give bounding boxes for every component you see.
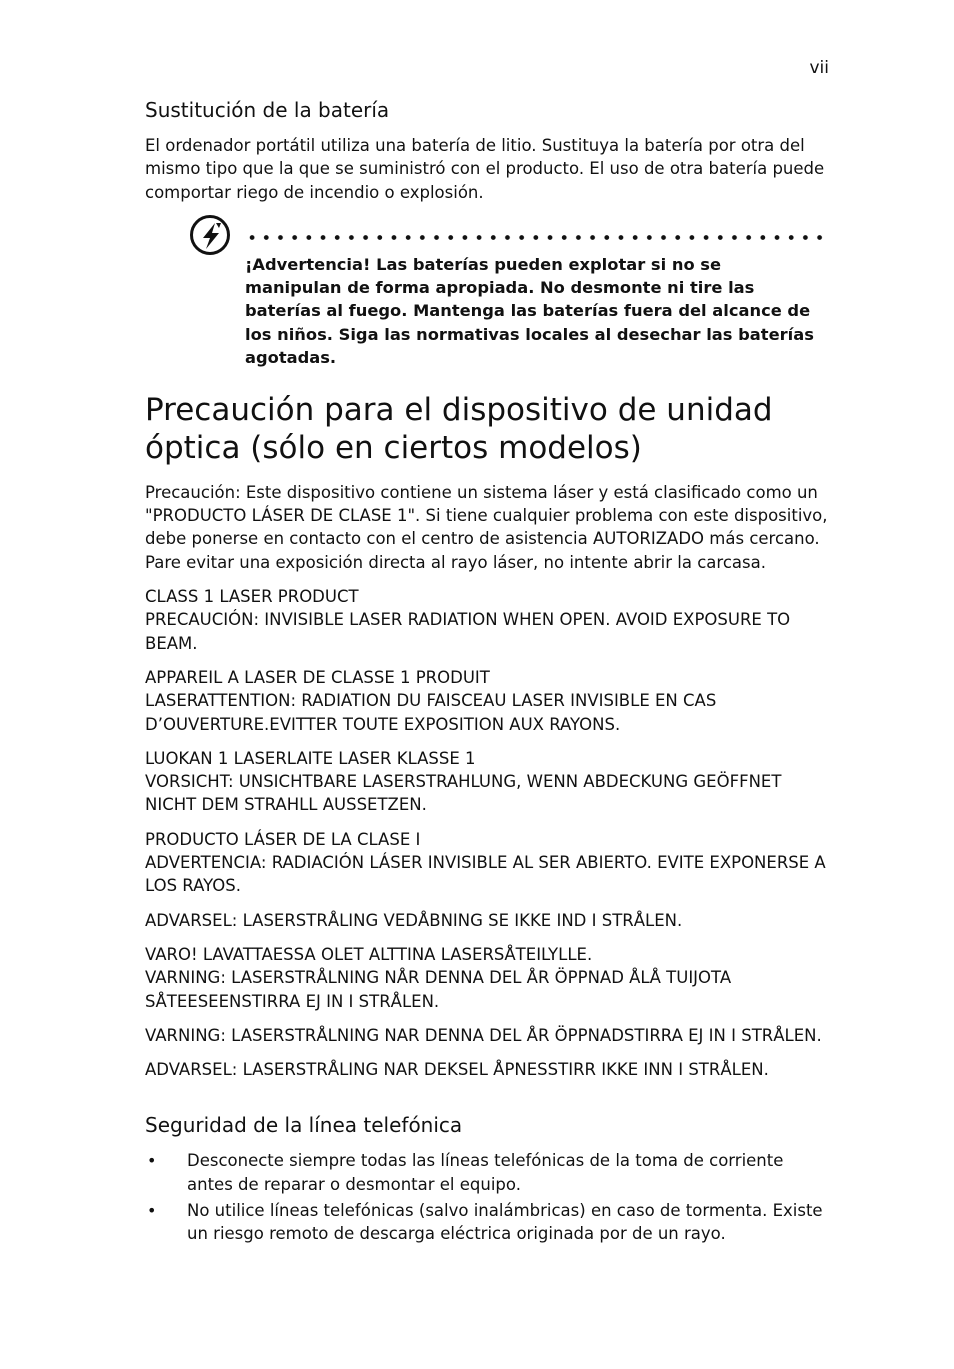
page-content (145, 96, 831, 1249)
optical-intro: Precaución: Este dispositivo contiene un sistema láser y está clasificado como un "PRODUCTO LÁSER DE CLASE 1". Si tiene cualquier problema con este dispositivo, debe ponerse en contacto con el centro de asistencia AUTORIZADO más cercano. Pare evitar una exposición directa al rayo láser, no intente abrir la carcasa. (145, 482, 828, 572)
phone-safety-list (145, 1149, 831, 1245)
optical-heading-line1: Precaución para el dispositivo de unidad (145, 391, 773, 428)
laser-label-2-line2: LASERATTENTION: RADIATION DU FAISCEAU LASER INVISIBLE EN CAS D’OUVERTURE.EVITTER TOUTE EXPOSITION AUX RAYONS. (145, 691, 717, 734)
laser-label-6 (145, 943, 831, 1013)
laser-label-3 (145, 747, 831, 817)
bullet-icon: • (147, 1151, 157, 1171)
dotted-rule (245, 235, 831, 240)
battery-heading: Sustitución de la batería (145, 98, 390, 122)
laser-label-1-line2: PRECAUCIÓN: INVISIBLE LASER RADIATION WHEN OPEN. AVOID EXPOSURE TO BEAM. (145, 610, 791, 653)
laser-label-6-line2: VARNING: LASERSTRÅLNING NÅR DENNA DEL ÅR ÖPPNAD ÅLÅ TUIJOTA SÅTEESEENSTIRRA EJ IN I STRÅLEN. (145, 968, 732, 1011)
laser-label-1 (145, 585, 831, 655)
phone-heading: Seguridad de la línea telefónica (145, 1113, 463, 1138)
warning-text: ¡Advertencia! Las baterías pueden explotar si no se manipulan de forma apropiada. No desmonte ni tire las baterías al fuego. Mantenga las baterías fuera del alcance de los niños. Siga las normativas locales al desechar las baterías agotadas. (245, 254, 814, 368)
optical-heading (145, 391, 831, 467)
laser-label-5-line1: ADVARSEL: LASERSTRÅLING VEDÅBNING SE IKKE IND I STRÅLEN. (145, 910, 683, 930)
lightning-warning-icon (190, 215, 230, 255)
laser-label-2 (145, 666, 831, 736)
battery-text: El ordenador portátil utiliza una batería de litio. Sustituya la batería por otra del mismo tipo que la que se suministró con el producto. El uso de otra batería puede comportar riego de incendio o explosión. (145, 136, 825, 202)
laser-label-5 (145, 909, 831, 932)
battery-warning (145, 215, 831, 368)
laser-label-6-line1: VARO! LAVATTAESSA OLET ALTTINA LASERSÅTEILYLLE. (145, 944, 593, 964)
optical-heading-line2: óptica (sólo en ciertos modelos) (145, 429, 642, 466)
laser-label-8 (145, 1058, 831, 1081)
laser-label-3-line2: VORSICHT: UNSICHTBARE LASERSTRAHLUNG, WENN ABDECKUNG GEÖFFNET NICHT DEM STRAHLL AUSSETZEN. (145, 772, 782, 815)
list-item (145, 1149, 831, 1196)
laser-label-1-line1: CLASS 1 LASER PRODUCT (145, 587, 359, 607)
page-number: vii (809, 58, 829, 78)
laser-label-7-line1: VARNING: LASERSTRÅLNING NAR DENNA DEL ÅR ÖPPNADSTIRRA EJ IN I STRÅLEN. (145, 1025, 822, 1045)
list-item-text: Desconecte siempre todas las líneas telefónicas de la toma de corriente antes de reparar o desmontar el equipo. (187, 1151, 784, 1194)
list-item-text: No utilice líneas telefónicas (salvo inalámbricas) en caso de tormenta. Existe un riesgo remoto de descarga eléctrica originada por de un rayo. (187, 1201, 823, 1244)
laser-label-3-line1: LUOKAN 1 LASERLAITE LASER KLASSE 1 (145, 748, 476, 768)
bullet-icon: • (147, 1201, 157, 1221)
laser-label-8-line1: ADVARSEL: LASERSTRÅLING NAR DEKSEL ÅPNESSTIRR IKKE INN I STRÅLEN. (145, 1060, 769, 1080)
laser-label-4-line2: ADVERTENCIA: RADIACIÓN LÁSER INVISIBLE AL SER ABIERTO. EVITE EXPONERSE A LOS RAYOS. (145, 853, 826, 896)
list-item (145, 1199, 831, 1246)
laser-label-2-line1: APPAREIL A LASER DE CLASSE 1 PRODUIT (145, 667, 490, 687)
laser-label-7 (145, 1024, 831, 1047)
laser-label-4-line1: PRODUCTO LÁSER DE LA CLASE I (145, 829, 421, 849)
laser-label-4 (145, 828, 831, 898)
